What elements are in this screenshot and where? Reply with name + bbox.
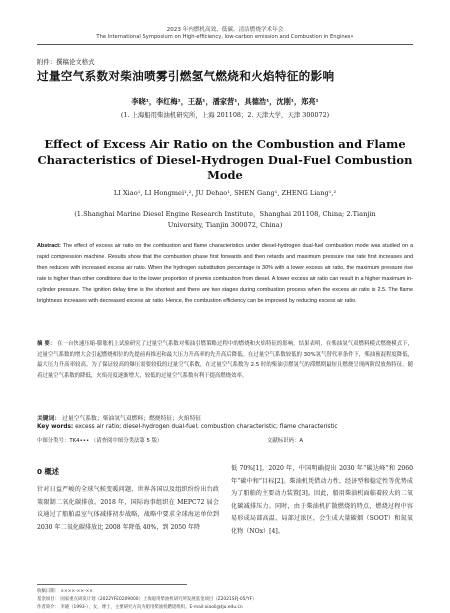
- body-column-left: 针对日益严峻的全球气候变暖问题，世界各国以及组织纷纷出台政策限制二氧化碳排放。2018 年，国际海事组织在 MEPC72 届会议通过了船舶温室气体减排初步战略，战略中要求全球海运单位到 2030 年二氧化碳排放比 2008 年降低 40%，到 2050 年降: [37, 486, 219, 532]
- keywords-cn-label: 关键词：: [37, 416, 61, 422]
- affiliation-cn: (1. 上海船用柴油机研究所，上海 201108；2. 天津大学，天津 300072): [120, 111, 330, 119]
- abstract-en-label: Abstract:: [37, 243, 61, 249]
- abstract-cn-label: 摘 要：: [37, 341, 56, 347]
- abstract-en-text: The effect of excess air ratio on the combustion and flame characteristics under diesel-hydrogen dual-fuel combustion mode was studied on a rapid compression machine. Results show that the combustion phase first forwards and then retards and maximum pressure rise rate first increases and then reduces with increased excess air ratio. When the hydrogen substitution percentage is 30% with a lower excess air ratio, the maximum pressure rise rate is higher than other conditions due to the lower proportion of premix combustion from diesel. A lower excess air ratio can result in a higher maximum in-cylinder pressure. The ignition delay time is the shortest and there are two stages during combustion process when the excess air ratio is 2.5. The flame brightness increases with decreased excess air ratio. Hence, the combustion efficiency can be improved by reducing excess air ratio.: [37, 243, 413, 304]
- clc-number: 中图分类号：TK4••• （请查阅中图分类法第 5 版）: [37, 438, 163, 444]
- authors-cn: 李晓¹，李红梅¹，王磊¹，潘家营¹，具德浩¹，沈刚¹，郑亮¹: [131, 97, 319, 106]
- header-divider: [37, 44, 413, 45]
- keywords-en-text: excess air ratio; diesel-hydrogen dual-fuel; combustion characteristic; flame characteristic: [75, 424, 338, 430]
- abstract-cn-text: 在一台快速压缩-膨胀机上试验研究了过量空气系数对柴油引燃策略过程中的燃烧和火焰特征的影响。结果表明，在柴油氢气双燃料模式燃烧模式下，过量空气系数的增大会引起燃烧相位的先提前再推迟和最大压力升高率的先升高后降低。在过量空气系数较低的 30%氢气替代率条件下，柴油预混程度降低，最大压力升高率较高。为了保证较高的爆压需要较低的过量空气系数，在过量空气系数为 2.5 时的柴油引燃氢气的滞燃期最短且燃烧呈现两阶段放热特征，随着过量空气系数的降低，火焰亮度逐渐增大，较低的过量空气系数有利于提高燃烧效率。: [37, 341, 413, 379]
- keywords-cn: [37, 413, 413, 422]
- conference-header-en: The International Symposium on High-efficiency, low-carbon emission and Combustion in Engines•: [96, 34, 354, 40]
- authors-en: LI Xiao¹, LI Hongmei¹,², JU Dehao¹, SHEN Gang¹, ZHENG Liang¹,²: [113, 189, 337, 197]
- footnote-divider: [37, 584, 187, 585]
- footnote-author: 作者简介： 李晓（1993-），女，博士，主要研究方向为船用柴油机燃烧组织。E-mail:xiaoli@tju.edu.cn: [37, 605, 243, 610]
- keywords-cn-text: 过量空气系数；柴油氢气双燃料；燃烧特征；火焰特征: [62, 416, 202, 422]
- keywords-en-label: Key words:: [37, 424, 74, 430]
- document-code: 文献标识码：A: [267, 438, 304, 444]
- body-column-right: 低 70%[1]，2020 年，中国明确提出 2030 年“碳达峰”和 2060 年“碳中和”目标[2]。柴油机凭借动力性、经济型和稳定性等优势成为了船舶的主要动力装置[3]。因此，船用柴油机面临着较大的二氧化碳减排压力。同时，由于柴油机扩散燃烧的特点，燃烧过程中容易形成局部高温、局部过浓区，会生成大量碳烟（SOOT）和氮氧化物（NOx）[4]。: [231, 465, 413, 535]
- classification-line: [37, 436, 413, 444]
- footnote-funding: 基金项目： 国家重点研发计划（2022YFE0209000）上海船用柴油机研究所发展基金项目（Z2021SFJ-05/YF）: [37, 597, 257, 602]
- section-heading: 0 概述: [37, 467, 59, 476]
- conference-header-cn: 2023 年内燃机高效、低碳、清洁燃烧学术年会: [166, 27, 284, 33]
- paper-title-cn: 过量空气系数对柴油喷雾引燃氢气燃烧和火焰特征的影响: [37, 69, 335, 83]
- abstract-cn: [37, 339, 413, 381]
- footnote-received: 收稿日期： ××××-××-××: [37, 589, 93, 594]
- abstract-en: [37, 241, 413, 306]
- appendix-label: 附件：撰稿论文格式: [37, 58, 95, 66]
- keywords-en: [37, 424, 413, 430]
- affiliation-en: (1.Shanghai Marine Diesel Engine Research Institute，Shanghai 201108, China; 2.Tianjin University, Tianjin 300072, China): [74, 210, 376, 229]
- paper-title-en: Effect of Excess Air Ratio on the Combustion and Flame Characteristics of Diesel-Hydrogen Dual-Fuel Combustion Mode: [37, 137, 413, 183]
